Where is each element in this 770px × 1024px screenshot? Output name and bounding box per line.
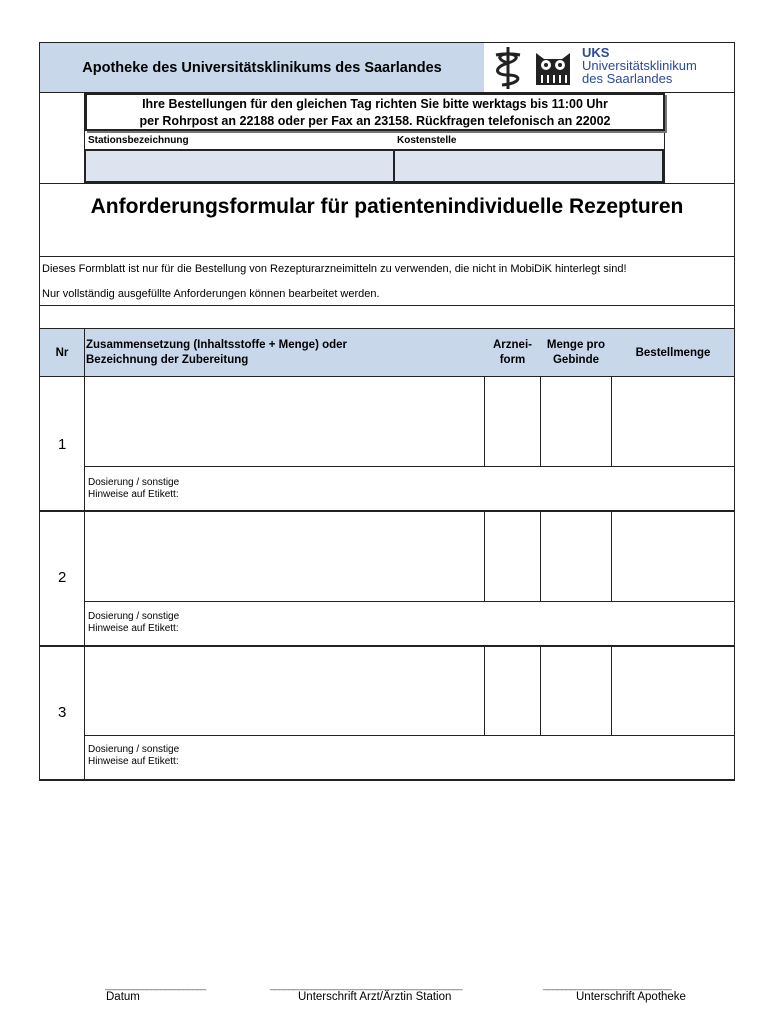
dosage-label-line1: Dosierung / sonstige xyxy=(88,611,180,622)
logo-line1: Universitätsklinikum xyxy=(582,58,697,73)
header-quantity-line2: Gebinde xyxy=(552,353,599,366)
row1-col-div-b xyxy=(540,377,541,466)
dosage-label-line1: Dosierung / sonstige xyxy=(88,744,180,755)
station-label: Stationsbezeichnung xyxy=(88,135,189,146)
header-composition-line1: Zusammensetzung (Inhaltsstoffe + Menge) oder xyxy=(86,338,348,351)
row2-col-div-c xyxy=(611,512,612,601)
station-field[interactable] xyxy=(84,149,395,183)
order-notice xyxy=(85,93,665,131)
caduceus-icon xyxy=(488,45,528,91)
table-row xyxy=(0,377,770,511)
order-quantity-cell[interactable] xyxy=(612,647,734,735)
table-bottom-rule xyxy=(39,779,735,781)
dosage-label-line2: Hinweise auf Etikett: xyxy=(88,756,179,767)
doctor-signature-line: __________________________________________ xyxy=(270,980,462,991)
pharmacy-signature-label: Unterschrift Apotheke xyxy=(576,991,686,1003)
logo-text xyxy=(582,46,697,85)
row-number: 1 xyxy=(58,436,67,453)
row2-col-div-a xyxy=(484,512,485,601)
header-quantity-line1: Menge pro xyxy=(546,338,606,351)
dosage-label-line1: Dosierung / sonstige xyxy=(88,477,180,488)
pharmacy-signature-line: ____________________________ xyxy=(543,980,671,991)
header-quantity xyxy=(541,329,611,376)
row3-dosage-rule xyxy=(84,735,735,736)
logo-abbr: UKS xyxy=(582,45,610,60)
dosage-cell[interactable] xyxy=(88,744,728,768)
row-number: 3 xyxy=(58,704,67,721)
dosage-label-line2: Hinweise auf Etikett: xyxy=(88,489,179,500)
notice-line2: per Rohrpost an 22188 oder per Fax an 23158. Rückfragen telefonisch an 22002 xyxy=(139,114,611,128)
quantity-cell[interactable] xyxy=(541,377,611,466)
info-bottom-rule xyxy=(39,305,735,306)
header-order-quantity: Bestellmenge xyxy=(612,329,734,376)
title-top-rule xyxy=(39,183,735,184)
doctor-signature-label: Unterschrift Arzt/Ärztin Station xyxy=(298,991,452,1003)
date-signature-line: ______________________ xyxy=(105,980,206,991)
form-cell[interactable] xyxy=(486,377,540,466)
quantity-cell[interactable] xyxy=(541,512,611,601)
row1-dosage-rule xyxy=(84,466,735,467)
uks-logo xyxy=(486,43,734,92)
info-line1: Dieses Formblatt ist nur für die Bestellung von Rezepturarzneimitteln zu verwenden, die nicht in MobiDiK hinterlegt sind! xyxy=(42,263,627,275)
header-form-line1: Arznei- xyxy=(493,338,532,351)
pharmacy-title: Apotheke des Universitätsklinikums des Saarlandes xyxy=(40,43,484,92)
header-form-line2: form xyxy=(499,353,526,366)
row-number: 2 xyxy=(58,569,67,586)
header-composition-line2: Bezeichnung der Zubereitung xyxy=(86,353,249,366)
date-label: Datum xyxy=(106,991,140,1003)
composition-cell[interactable] xyxy=(85,647,485,735)
frame-top xyxy=(39,42,735,43)
header-form xyxy=(485,329,540,376)
logo-line2: des Saarlandes xyxy=(582,71,673,86)
row1-col-div-a xyxy=(484,377,485,466)
composition-cell[interactable] xyxy=(85,512,485,601)
row3-col-div-a xyxy=(484,647,485,735)
header-composition xyxy=(86,329,484,376)
title-bottom-rule xyxy=(39,256,735,257)
header-nr: Nr xyxy=(40,329,84,376)
order-quantity-cell[interactable] xyxy=(612,377,734,466)
row1-col-div-c xyxy=(611,377,612,466)
composition-cell[interactable] xyxy=(85,377,485,466)
info-line2: Nur vollständig ausgefüllte Anforderungen können bearbeitet werden. xyxy=(42,288,380,300)
row2-col-div-b xyxy=(540,512,541,601)
form-cell[interactable] xyxy=(486,647,540,735)
cost-center-field[interactable] xyxy=(393,149,664,183)
form-title: Anforderungsformular für patientenindividuelle Rezepturen xyxy=(90,195,684,218)
dosage-cell[interactable] xyxy=(88,477,728,501)
order-quantity-cell[interactable] xyxy=(612,512,734,601)
owl-icon xyxy=(530,45,576,91)
table-row xyxy=(0,647,770,780)
quantity-cell[interactable] xyxy=(541,647,611,735)
row2-dosage-rule xyxy=(84,601,735,602)
table-row xyxy=(0,512,770,645)
row3-col-div-c xyxy=(611,647,612,735)
form-cell[interactable] xyxy=(486,512,540,601)
dosage-cell[interactable] xyxy=(88,611,728,635)
cost-label: Kostenstelle xyxy=(397,135,457,146)
notice-line1: Ihre Bestellungen für den gleichen Tag richten Sie bitte werktags bis 11:00 Uhr xyxy=(142,97,608,111)
dosage-label-line2: Hinweise auf Etikett: xyxy=(88,623,179,634)
row3-col-div-b xyxy=(540,647,541,735)
